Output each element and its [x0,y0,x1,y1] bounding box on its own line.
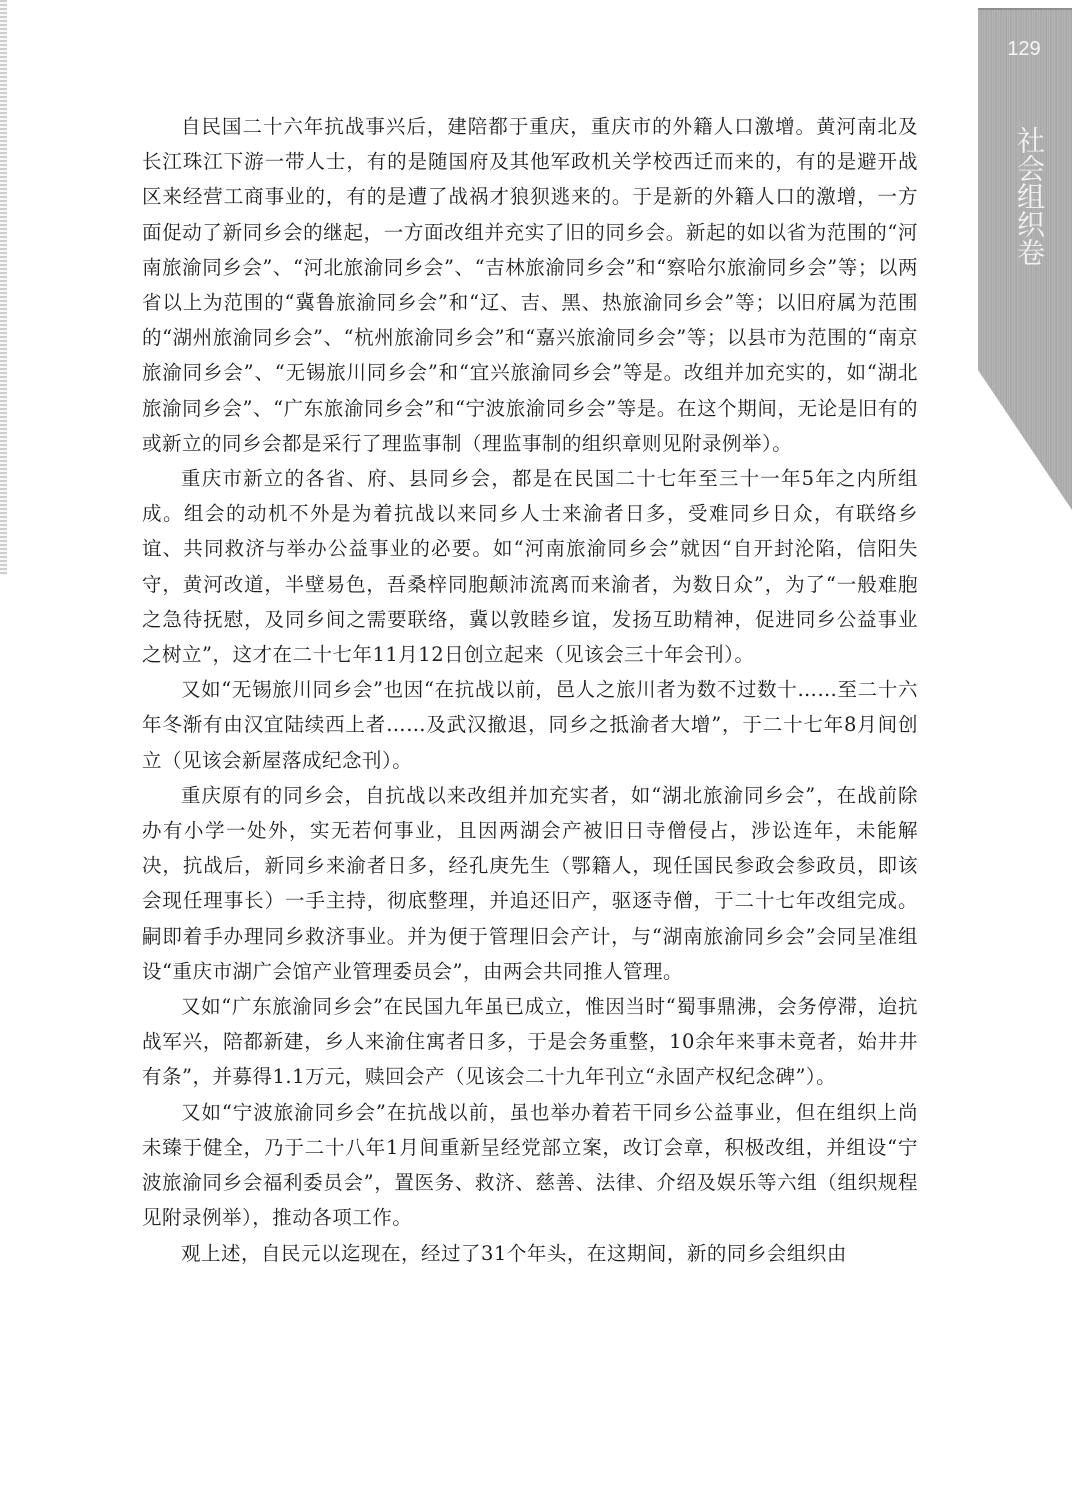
paragraph: 重庆原有的同乡会，自抗战以来改组并加充实者，如“湖北旅渝同乡会”，在战前除办有小学一处外，实无若何事业，且因两湖会产被旧日寺僧侵占，涉讼连年，未能解决，抗战后，新同乡来渝者日多，经孔庚先生（鄂籍人，现任国民参政会参政员，即该会现任理事长）一手主持，彻底整理，并追还旧产，驱逐寺僧，于二十七年改组完成。嗣即着手办理同乡救济事业。并为便于管理旧会产计，与“湖南旅渝同乡会”会同呈准组设“重庆市湖广会馆产业管理委员会”，由两会共同推人管理。 [142,783,918,983]
paragraph: 自民国二十六年抗战事兴后，建陪都于重庆，重庆市的外籍人口激增。黄河南北及长江珠江下游一带人士，有的是随国府及其他军政机关学校西迁而来的，有的是避开战区来经营工商事业的，有的是遭了战祸才狼狈逃来的。于是新的外籍人口的激增，一方面促动了新同乡会的继起，一方面改组并充实了旧的同乡会。新起的如以省为范围的“河南旅渝同乡会”、“河北旅渝同乡会”、“吉林旅渝同乡会”和“察哈尔旅渝同乡会”等；以两省以上为范围的“冀鲁旅渝同乡会”和“辽、吉、黑、热旅渝同乡会”等；以旧府属为范围的“湖州旅渝同乡会”、“杭州旅渝同乡会”和“嘉兴旅渝同乡会”等；以县市为范围的“南京旅渝同乡会”、“无锡旅川同乡会”和“宜兴旅渝同乡会”等是。改组并加充实的，如“湖北旅渝同乡会”、“广东旅渝同乡会”和“宁波旅渝同乡会”等是。在这个期间，无论是旧有的或新立的同乡会都是采行了理监事制（理监事制的组织章则见附录例举）。 [142,115,918,455]
section-title: 社会组织卷 [1013,126,1046,266]
paragraph: 又如“无锡旅川同乡会”也因“在抗战以前，邑人之旅川者为数不过数十……至二十六年冬渐有由汉宜陆续西上者……及武汉撤退，同乡之抵渝者大增”，于二十七年8月间创立（见该会新屋落成纪念刊）。 [142,678,918,772]
paragraph: 观上述，自民元以迄现在，经过了31个年头，在这期间，新的同乡会组织由 [181,1241,847,1265]
binding-edge [0,0,7,575]
paragraph: 又如“宁波旅渝同乡会”在抗战以前，虽也举办着若干同乡公益事业，但在组织上尚未臻于健全，乃于二十八年1月间重新呈经党部立案，改订会章，积极改组，并组设“宁波旅渝同乡会福利委员会”，置医务、救济、慈善、法律、介绍及娱乐等六组（组织规程见附录例举），推动各项工作。 [142,1100,918,1230]
page-number: 129 [1007,38,1041,60]
paragraph: 又如“广东旅渝同乡会”在民国九年虽已成立，惟因当时“蜀事鼎沸，会务停滞，迨抗战军兴，陪都新建，乡人来渝住寓者日多，于是会务重整，10余年来事未竟者，始井井有条”，并募得1.1万元，赎回会产（见该会二十九年刊立“永固产权纪念碑”）。 [142,995,918,1089]
paragraph: 重庆市新立的各省、府、县同乡会，都是在民国二十七年至三十一年5年之内所组成。组会的动机不外是为着抗战以来同乡人士来渝者日多，受难同乡日众，有联络乡谊、共同救济与举办公益事业的必要。如“河南旅渝同乡会”就因“自开封沦陷，信阳失守，黄河改道，半壁易色，吾桑梓同胞颠沛流离而来渝者，为数日众”，为了“一般难胞之急待抚慰，及同乡间之需要联络，冀以敦睦乡谊，发扬互助精神，促进同乡公益事业之树立”，这才在二十七年11月12日创立起来（见该会三十年会刊）。 [142,467,918,667]
body-text [142,109,918,1271]
